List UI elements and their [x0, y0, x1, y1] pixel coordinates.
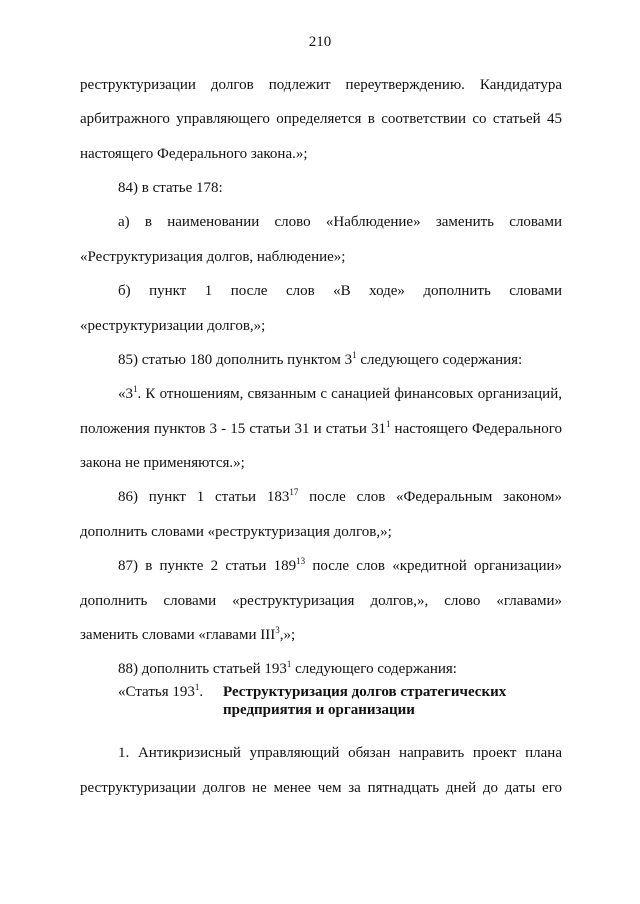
text-line	[118, 744, 562, 762]
text-segment: б) пункт 1 после слов «В ходе» дополнить словами	[118, 283, 562, 299]
text-line	[80, 592, 562, 610]
text-line	[80, 248, 562, 266]
text-segment: настоящего Федерального закона.»;	[80, 146, 308, 162]
text-segment: 88) дополнить статьей 193	[118, 661, 287, 677]
text-line	[80, 523, 562, 541]
text-segment: после слов «кредитной организации»	[305, 558, 562, 574]
article-label-superscript: 1	[194, 682, 200, 692]
text-segment: дополнить словами «реструктуризация долгов,», слово «главами»	[80, 593, 562, 609]
text-segment: «3	[118, 386, 133, 402]
text-line	[118, 660, 562, 678]
text-segment: следующего содержания:	[291, 661, 457, 677]
text-line	[118, 385, 562, 403]
text-line	[80, 420, 562, 438]
text-line	[118, 179, 562, 197]
text-line	[80, 76, 562, 94]
text-line	[118, 282, 562, 300]
superscript: 1	[385, 419, 391, 429]
superscript: 1	[286, 659, 292, 669]
text-segment: закона не применяются.»;	[80, 455, 245, 471]
text-line	[118, 557, 562, 575]
text-line	[118, 213, 562, 231]
text-segment: ,»;	[279, 627, 296, 643]
superscript: 1	[352, 350, 357, 360]
text-line	[80, 110, 562, 128]
text-segment: после слов «Федеральным законом»	[298, 489, 562, 505]
text-segment: реструктуризации долгов подлежит переутверждению. Кандидатура	[80, 77, 562, 93]
text-segment: «реструктуризации долгов,»;	[80, 318, 266, 334]
text-segment: «Реструктуризация долгов, наблюдение»;	[80, 249, 346, 265]
superscript: 17	[289, 487, 299, 497]
article-label-suffix: .	[199, 684, 204, 700]
text-segment: 1. Антикризисный управляющий обязан направить проект плана	[118, 745, 562, 761]
text-segment: настоящего Федерального	[390, 421, 562, 437]
text-segment: 86) пункт 1 статьи 183	[118, 489, 290, 505]
text-segment: 84) в статье 178:	[118, 180, 223, 196]
text-segment: заменить словами «главами III	[80, 627, 276, 643]
text-line	[80, 317, 562, 335]
text-line	[118, 351, 562, 369]
text-line	[80, 454, 562, 472]
text-segment: дополнить словами «реструктуризация долгов,»;	[80, 524, 392, 540]
article-title: Реструктуризация долгов стратегических предприятия и организации	[223, 684, 507, 718]
text-segment: положения пунктов 3 - 15 статьи 31 и статьи 31	[80, 421, 386, 437]
page-number: 210	[308, 34, 332, 50]
article-label	[118, 683, 203, 701]
text-line	[118, 488, 562, 506]
text-segment: 85) статью 180 дополнить пунктом 3	[118, 352, 353, 368]
superscript: 3	[275, 625, 280, 635]
text-line	[80, 145, 562, 163]
article-label-prefix: «Статья 193	[118, 684, 195, 700]
superscript: 1	[133, 384, 138, 394]
text-segment: следующего содержания:	[356, 352, 523, 368]
text-segment: а) в наименовании слово «Наблюдение» заменить словами	[118, 214, 562, 230]
text-segment: 87) в пункте 2 статьи 189	[118, 558, 297, 574]
text-segment: . К отношениям, связанным с санацией финансовых организаций,	[137, 386, 562, 402]
text-segment: реструктуризации долгов не менее чем за пятнадцать дней до даты его	[80, 780, 562, 796]
superscript: 13	[296, 556, 306, 566]
text-line	[80, 626, 562, 644]
text-line	[80, 779, 562, 797]
text-segment: арбитражного управляющего определяется в соответствии со статьей 45	[80, 111, 562, 127]
